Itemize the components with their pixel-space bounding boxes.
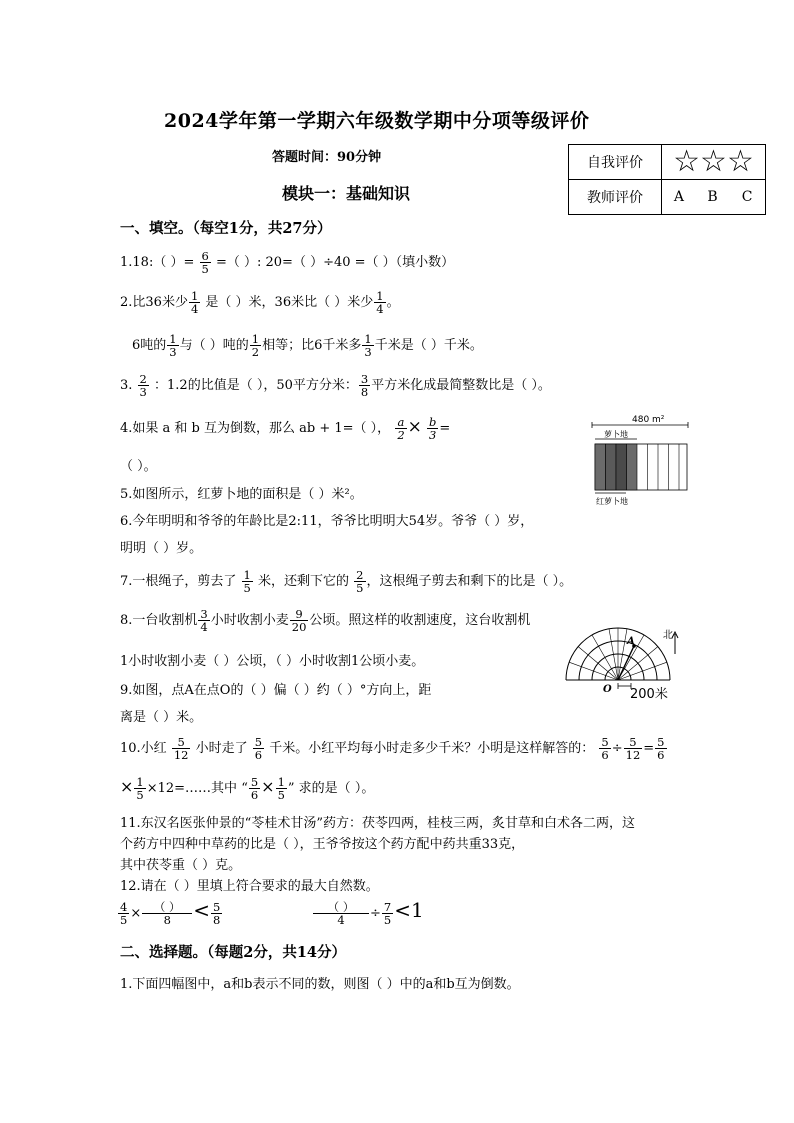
fraction: $\frac{1}{2}$ bbox=[251, 332, 260, 360]
fraction: $\frac{3}{4}$ bbox=[200, 607, 208, 635]
question-11: 11.东汉名医张仲景的“苓桂术甘汤”药方：茯苓四两，桂枝三两，炙甘草和白术各二两，这 bbox=[120, 816, 635, 831]
teacher-eval-label: 教师评价 bbox=[569, 180, 662, 215]
point-a-label: A bbox=[627, 636, 635, 647]
fraction: $\frac{5}{6}$ bbox=[601, 735, 609, 763]
fraction: $\frac{3}{8}$ bbox=[360, 372, 369, 400]
scale-label: 200米 bbox=[630, 687, 668, 702]
fraction: $\frac{2}{5}$ bbox=[356, 568, 364, 596]
question-1: 1.18:（ ）= $\frac{6}{5}$ =（ ）: 20=（ ）÷40 =（ ）（填小数） bbox=[120, 249, 455, 277]
fraction: $\frac{b}{3}$ bbox=[429, 415, 437, 443]
question-12: 12.请在（ ）里填上符合要求的最大自然数。 bbox=[120, 879, 379, 894]
section2-heading: 二、选择题。（每题2分，共14分） bbox=[120, 944, 347, 961]
question-12-expr2: $\frac{( )}{4}$ ÷ $\frac{7}{5}$ <1 bbox=[312, 898, 424, 926]
north-label: 北 bbox=[663, 630, 673, 641]
compass-figure bbox=[562, 624, 692, 702]
question-2b: 6吨的 $\frac{1}{3}$ 与（ ）吨的 $\frac{1}{2}$ 相等；比6千米多 $\frac{1}{3}$ 千米是（ ）千米。 bbox=[132, 332, 483, 360]
question-8-line2: 1小时收割小麦（ ）公顷，（ ）小时收割1公顷小麦。 bbox=[120, 654, 425, 669]
exam-time: 答题时间：90分钟 bbox=[272, 150, 382, 165]
fraction-blank[interactable]: $\frac{( )}{8}$ bbox=[142, 901, 192, 926]
page-title: 2024学年第一学期六年级数学期中分项等级评价 bbox=[164, 110, 590, 132]
question-6-line2: 明明（ ）岁。 bbox=[120, 541, 203, 556]
field-area-label: 480 m² bbox=[632, 415, 665, 425]
question-2: 2.比36米少 $\frac{1}{4}$ 是（ ）米，36米比（ ）米少 $\frac{1}{4}$ 。 bbox=[120, 289, 400, 317]
fraction: $\frac{1}{3}$ bbox=[169, 332, 177, 360]
fraction: $\frac{1}{5}$ bbox=[243, 568, 251, 596]
self-eval-stars[interactable] bbox=[662, 145, 766, 180]
section2-question-1: 1.下面四幅图中，a和b表示不同的数，则图（ ）中的a和b互为倒数。 bbox=[120, 977, 520, 992]
question-11-line2: 个药方中四种中草药的比是（ ），王爷爷按这个药方配中药共重33克， bbox=[120, 837, 525, 852]
fraction: $\frac{5}{6}$ bbox=[250, 775, 259, 803]
fraction-blank[interactable]: $\frac{( )}{4}$ bbox=[313, 901, 369, 926]
self-eval-label: 自我评价 bbox=[569, 145, 662, 180]
fraction: $\frac{1}{4}$ bbox=[190, 289, 199, 317]
question-12-expr1: $\frac{4}{5}$ × $\frac{( )}{8}$ < $\frac{5}{8}$ bbox=[120, 898, 221, 927]
question-9-line2: 离是（ ）米。 bbox=[120, 710, 203, 725]
question-8: 8.一台收割机 $\frac{3}{4}$ 小时收割小麦 $\frac{9}{20}$ 公顷。照这样的收割速度，这台收割机 bbox=[120, 607, 531, 635]
question-6: 6.今年明明和爷爷的年龄比是2:11，爷爷比明明大54岁。爷爷（ ）岁， bbox=[120, 514, 534, 529]
section1-heading: 一、填空。（每空1分，共27分） bbox=[120, 220, 332, 237]
fraction: $\frac{5}{6}$ bbox=[657, 735, 665, 763]
point-o-label: O bbox=[603, 684, 612, 695]
star-icon[interactable]: ☆☆☆ bbox=[673, 144, 754, 179]
fraction: $\frac{1}{4}$ bbox=[376, 289, 384, 317]
fraction: $\frac{1}{5}$ bbox=[136, 775, 144, 803]
field-red-label: 红萝卜地 bbox=[596, 497, 628, 506]
fraction: $\frac{5}{12}$ bbox=[173, 735, 189, 763]
question-7: 7.一根绳子，剪去了 $\frac{1}{5}$ 米，还剩下它的 $\frac{2}{5}$ ，这根绳子剪去和剩下的比是（ ）。 bbox=[120, 568, 573, 596]
fraction: $\frac{1}{3}$ bbox=[364, 332, 372, 360]
field-figure bbox=[590, 412, 690, 508]
question-10-line2: × $\frac{1}{5}$ ×12=……其中 “ $\frac{5}{6}$ × $\frac{1}{5}$ ” 求的是（ ）。 bbox=[120, 775, 375, 803]
fraction: $\frac{4}{5}$ bbox=[120, 899, 128, 927]
question-5: 5.如图所示，红萝卜地的面积是（ ）米²。 bbox=[120, 487, 363, 502]
question-3: 3. $\frac{2}{3}$ ：1.2的比值是（ ），50平方分米： $\frac{3}{8}$ 平方米化成最简整数比是（ ）。 bbox=[120, 372, 551, 400]
module-title: 模块一：基础知识 bbox=[282, 184, 411, 203]
field-white-label: 萝卜地 bbox=[604, 430, 628, 439]
fraction: $\frac{2}{3}$ bbox=[139, 372, 147, 400]
fraction: $\frac{6}{5}$ bbox=[201, 249, 209, 277]
fraction: $\frac{1}{5}$ bbox=[277, 775, 285, 803]
question-4: 4.如果 a 和 b 互为倒数，那么 ab + 1=（ ）， $\frac{a}{2}$ × $\frac{b}{3}$ = bbox=[120, 415, 451, 443]
evaluation-box bbox=[568, 144, 766, 215]
fraction: $\frac{9}{20}$ bbox=[291, 607, 307, 635]
fraction: $\frac{a}{2}$ bbox=[397, 415, 405, 443]
question-10: 10.小红 $\frac{5}{12}$ 小时走了 $\frac{5}{6}$ 千米。小红平均每小时走多少千米？小明是这样解答的： $\frac{5}{6}$ ÷ $\frac{5}{12}$ = $\frac{5}{6}$ bbox=[120, 735, 665, 763]
question-4-line2: （ ）。 bbox=[120, 459, 157, 474]
fraction: $\frac{5}{12}$ bbox=[625, 735, 641, 763]
fraction: $\frac{7}{5}$ bbox=[383, 899, 392, 927]
question-9: 9.如图，点A在点O的（ ）偏（ ）约（ ）°方向上，距 bbox=[120, 683, 432, 698]
question-11-line3: 其中茯苓重（ ）克。 bbox=[120, 858, 242, 873]
fraction: $\frac{5}{8}$ bbox=[213, 899, 221, 927]
grade-a[interactable]: A bbox=[662, 180, 696, 215]
grade-b[interactable]: B bbox=[696, 180, 729, 215]
fraction: $\frac{5}{6}$ bbox=[254, 735, 263, 763]
grade-c[interactable]: C bbox=[729, 180, 765, 215]
